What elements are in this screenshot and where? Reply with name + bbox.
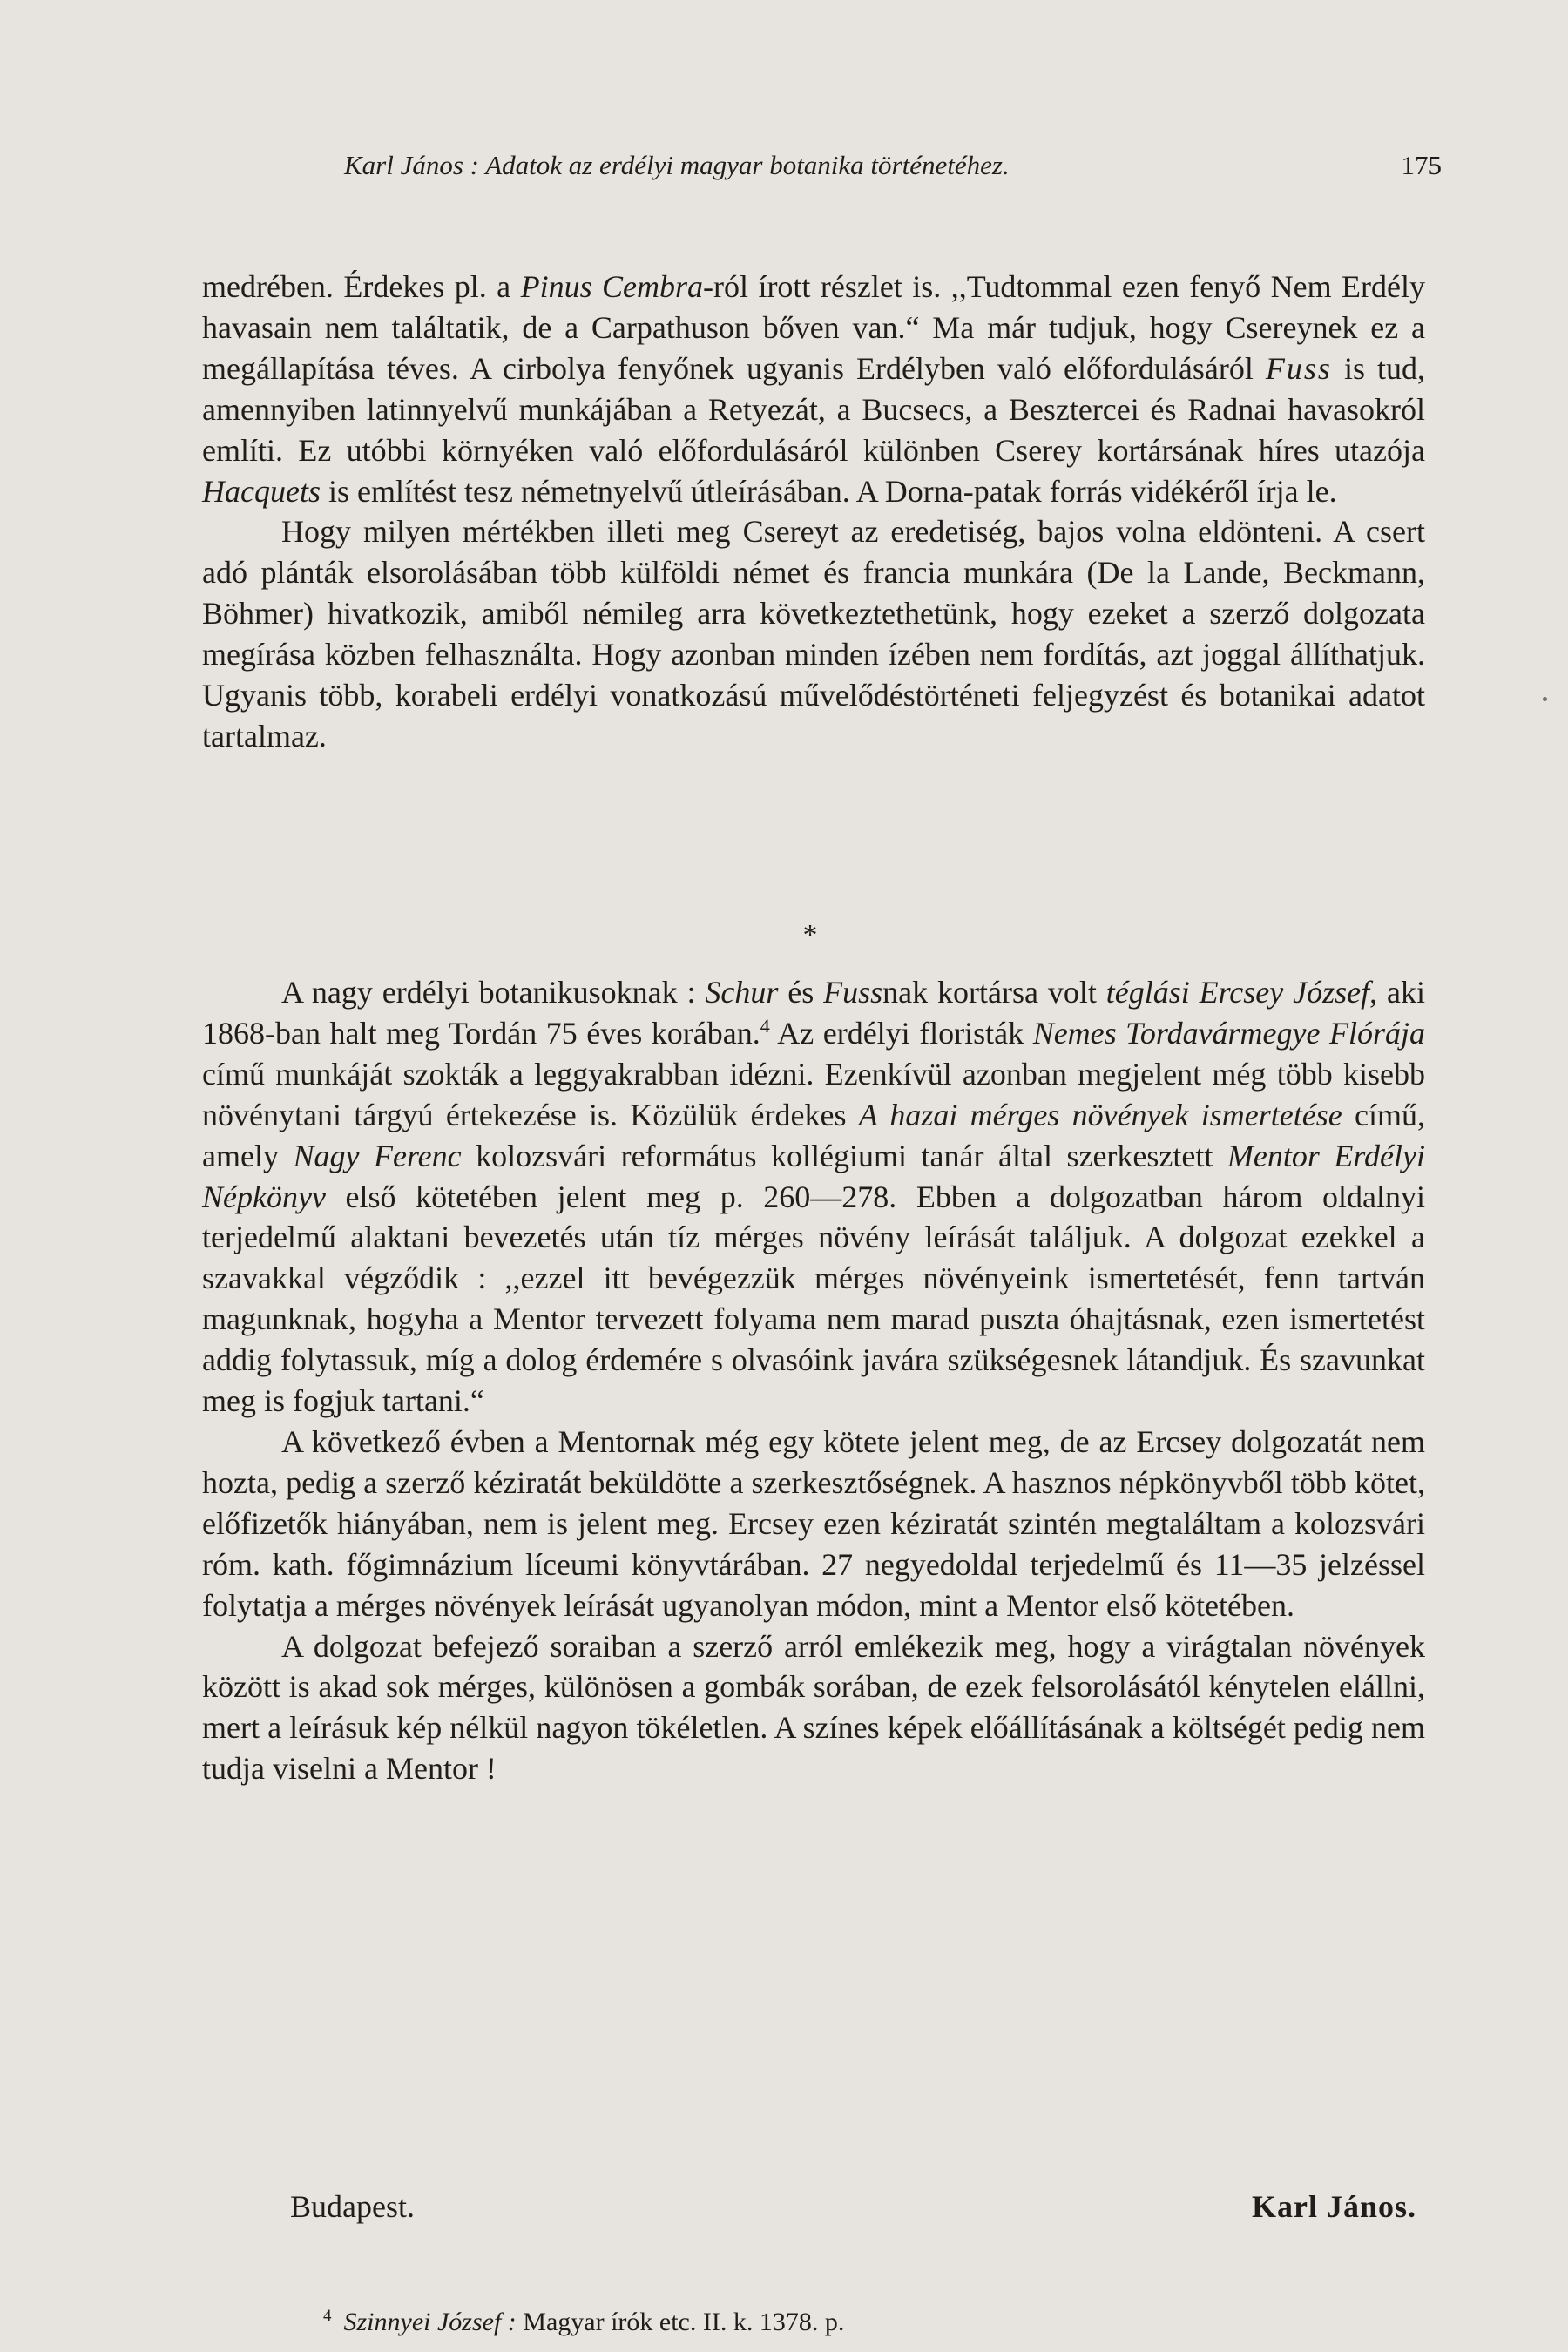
text-run: is tud, amennyiben latinnyelvű munkájában a Retyezát, a Bucsecs, a Besztercei és Radnai havasokról említi. Ez utóbbi környéken való előfordulásáról különben Cserey kortársának híres utazója <box>202 350 1425 468</box>
signature-author: Karl János. <box>1251 2189 1416 2224</box>
running-header-title: Karl János : Adatok az erdélyi magyar botanika történetéhez. <box>344 150 1010 180</box>
text-run: című munkáját szokták a leggyakrabban idézni. Ezenkívül azonban megjelent még több kisebb növénytani tárgyú értekezése is. Közülük érdekes <box>202 1056 1425 1132</box>
italic-run: Nagy Ferenc <box>293 1138 462 1173</box>
italic-run: téglási Ercsey József <box>1105 975 1370 1010</box>
text-run: -ról írott részlet is. ,,Tudtommal ezen fenyő Nem Erdély havasain nem találtatik, de a Carpathuson bőven van.“ Ma már tudjuk, hogy Csereynek ez a megállapítása téves. A cirbolya fenyőnek ugyanis Erdélyben való előfordulásáról <box>202 269 1425 386</box>
text-run: is említést tesz németnyelvű útleírásában. A Dorna-patak forrás vidékéről írja le. <box>320 473 1337 509</box>
body-text-part-2 <box>202 972 1425 1789</box>
text-run: , aki 1868-ban halt meg Tordán 75 éves korában. <box>202 975 1425 1051</box>
italic-run: A hazai mérges növények ismertetése <box>858 1097 1342 1132</box>
text-run: Az erdélyi floristák <box>769 1015 1033 1051</box>
section-separator: * <box>802 919 818 951</box>
paper-speck <box>1543 697 1547 701</box>
italic-run: Schur <box>705 975 779 1010</box>
footnote-mark: 4 <box>323 2307 332 2325</box>
paragraph-3 <box>202 972 1425 1422</box>
text-run: medrében. Érdekes pl. a <box>202 269 521 304</box>
signature-place: Budapest. <box>290 2189 415 2224</box>
text-run: nak kortársa volt <box>882 975 1106 1010</box>
italic-run: Pinus Cembra <box>520 269 704 304</box>
italic-run: Mentor Erdélyi Népkönyv <box>202 1138 1426 1214</box>
text-run: kolozsvári református kollégiumi tanár által szerkesztett <box>461 1138 1227 1173</box>
text-run: és <box>778 975 824 1010</box>
paragraph-1 <box>202 267 1425 511</box>
page-number: 175 <box>1401 150 1442 180</box>
paragraph-4: A következő évben a Mentornak még egy kötete jelent meg, de az Ercsey dolgozatát nem hozta, pedig a szerző kéziratát beküldötte a szerkesztőségnek. A hasznos népkönyvből több kötet, előfizetők hiányában, nem is jelent meg. Ercsey ezen kéziratát szintén megtaláltam a kolozsvári róm. kath. főgimnázium líceumi könyvtárában. 27 negyedoldal terjedelmű és 11—35 jelzéssel folytatja a mérges növények leírását ugyanolyan módon, mint a Mentor első kötetében. <box>202 1423 1425 1623</box>
text-run: című, amely <box>202 1097 1425 1173</box>
italic-run: Fuss <box>1265 350 1332 386</box>
footnote-author: Szinnyei József : <box>343 2308 517 2336</box>
footnote-text: Magyar írók etc. II. k. 1378. p. <box>516 2308 845 2336</box>
italic-run: Hacquets <box>202 473 321 509</box>
text-run: A nagy erdélyi botanikusoknak : <box>281 975 706 1010</box>
body-text-part-1 <box>202 267 1425 757</box>
footnote-reference: 4 <box>760 1014 770 1037</box>
italic-run: Nemes Tordavármegye Flórája <box>1032 1015 1426 1051</box>
footnote <box>323 2301 844 2338</box>
paragraph-2: Hogy milyen mértékben illeti meg Csereyt az eredetiség, bajos volna eldönteni. A csert adó plánták elsorolásában több külföldi német és francia munkára (De la Lande, Beckmann, Böhmer) hivatkozik, amiből némileg arra következtethetünk, hogy ezeket a szerző dolgozata megírása közben felhasználta. Hogy azonban minden ízében nem fordítás, azt joggal állíthatjuk. Ugyanis több, korabeli erdélyi vonatkozású művelődéstörténeti feljegyzést és botanikai adatot tartalmaz. <box>202 514 1425 754</box>
running-header <box>344 150 1442 193</box>
italic-run: Fuss <box>823 975 883 1010</box>
paragraph-5: A dolgozat befejező soraiban a szerző arról emlékezik meg, hogy a virágtalan növények között is akad sok mérges, különösen a gombák sorában, de ezek felsorolásától kénytelen elállni, mert a leírásuk kép nélkül nagyon tökéletlen. A színes képek előállításának a költségét pedig nem tudja viselni a Mentor ! <box>202 1628 1425 1787</box>
text-run: első kötetében jelent meg p. 260—278. Ebben a dolgozatban három oldalnyi terjedelmű alaktani bevezetés után tíz mérges növény leírását találjuk. A dolgozat ezekkel a szavakkal végződik : ,,ezzel itt bevégezzük mérges növényeink ismertetését, fenn tartván magunknak, hogyha a Mentor tervezett folyama nem marad puszta óhajtásnak, ezen ismertetést addig folytassuk, míg a dolog érdemére s olvasóink javára szükségesnek látandjuk. És szavunkat meg is fogjuk tartani.“ <box>202 1179 1425 1419</box>
